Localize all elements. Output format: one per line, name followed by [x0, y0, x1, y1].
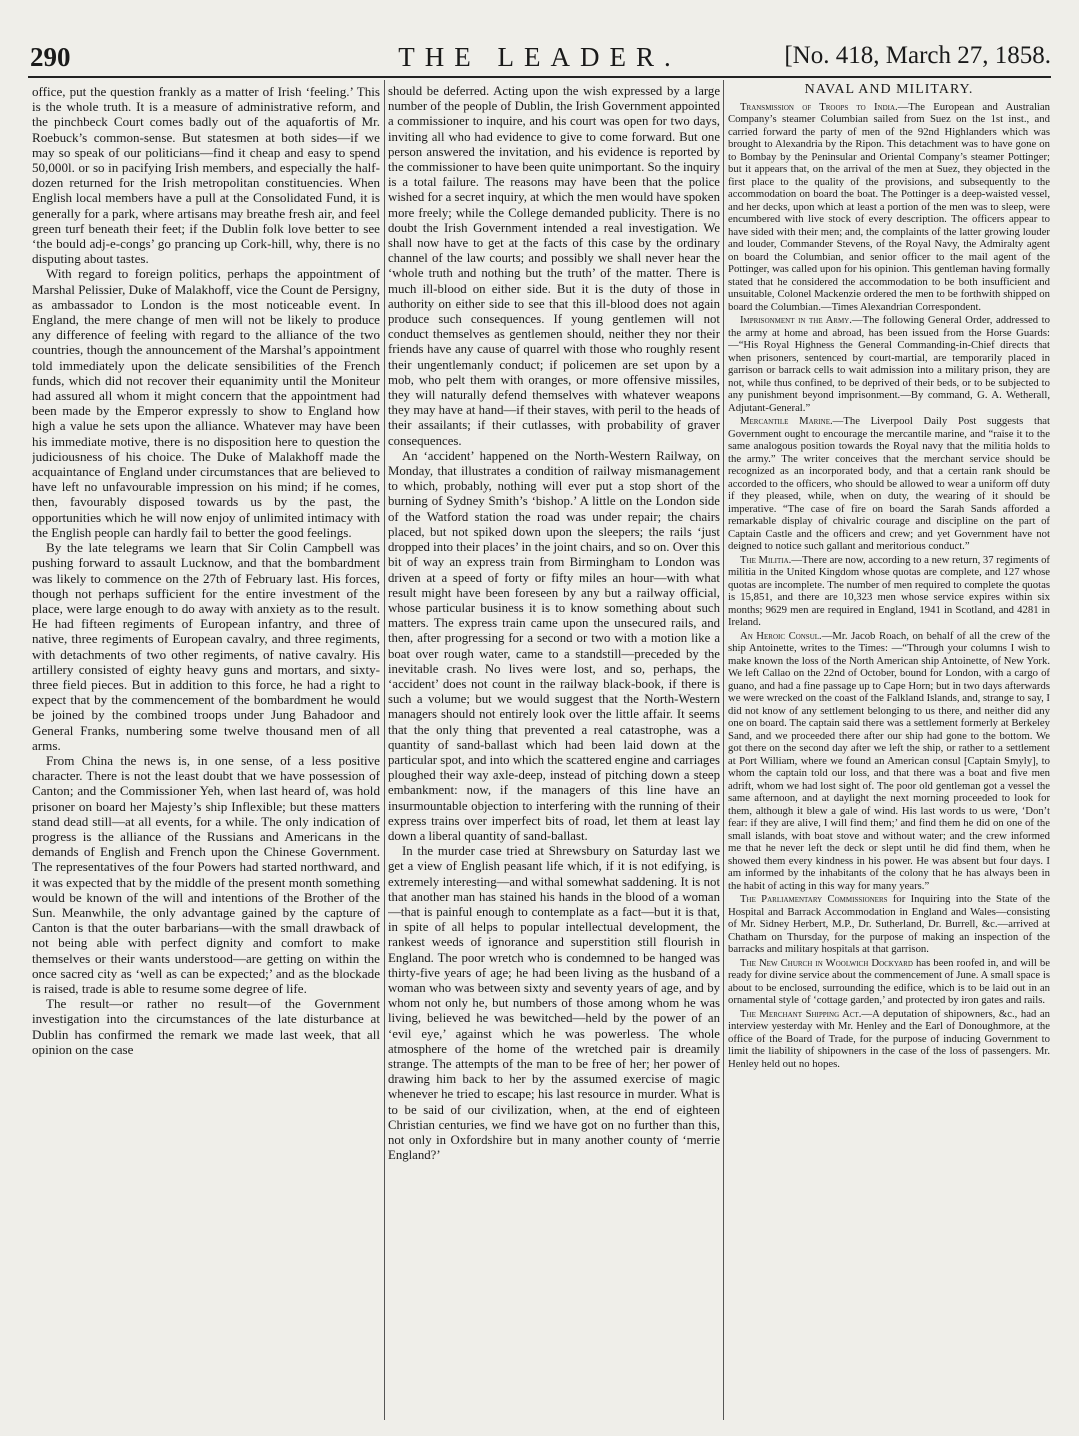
news-item — [728, 957, 1050, 1007]
paragraph: office, put the question frankly as a matter of Irish ‘feeling.’ This is the whole truth. It is a measure of administrative reform, and the pinchbeck Court comes badly out of the aquafortis of Mr. Roebuck’s common-sense. But statesmen at both sides—if we may so speak of our politicians—find it cheap and easy to spend 50,000l. or so in pacifying Irish members, and especially the half-dozen returned for the Irish metropolitan constituencies. When English local members have a pull at the Consolidated Fund, it is generally for a park, where artisans may breathe fresh air, and feel green turf beneath their feet; if the Dublin folk love better to see ‘the bould adj-e-congs’ go prancing up Cork-hill, why, there is no disputing about tastes. — [32, 84, 380, 267]
item-body: for Inquiring into the State of the Hospital and Barrack Accommodation in England and Wales—consisting of Mr. Sidney Herbert, M.P., Dr. Sutherland, Dr. Burrell, &c.—arrived at Chatham on Thursday, for the purpose of making an inspection of the barracks and military hospitals at that garrison. — [728, 893, 1050, 955]
page-header — [28, 42, 1051, 78]
paragraph: From China the news is, in one sense, of a less positive character. There is not the least doubt that we have possession of Canton; and the Commissioner Yeh, when last heard of, was hold prisoner on board her Majesty’s ship Inflexible; but these matters stand dead still—at all events, for a while. The only indication of progress is the alliance of the Russians and Americans in the demands of English and French upon the Chinese Government. The representatives of the four Powers had started northward, and it was expected that by the middle of the present month something would be known of the will and intentions of the Brother of the Sun. Meanwhile, the only advantage gained by the capture of Canton is that the outer barbarians—with the small drawback of not being able with perfect dignity and comfort to make themselves or their wants understood—are getting on within the once sacred city as ‘well as can be expected;’ and as the blockade is raised, trade is able to resume some degree of life. — [32, 752, 380, 996]
news-item — [728, 314, 1050, 414]
item-heading: An Heroic Consul. — [740, 629, 822, 642]
column-1 — [32, 84, 380, 1424]
paragraph: should be deferred. Acting upon the wish expressed by a large number of the people of Dublin, the Irish Government appointed a commissioner to inquire, and his court was open for two days, inviting all who had evidence to give to come forward. But one person answered the invitation, and his evidence is reported by the commissioner to have been quite unimportant. So the inquiry is a total failure. The reasons may have been that the police wished for a secret inquiry, at which the men would have spoken more freely; while the College demanded publicity. There is no doubt the Irish Government intended a real investigation. We shall now have to get at the facts of this case by the ordinary channel of the law courts; and possibly we shall never hear the ‘whole truth and nothing but the truth’ of the matter. There is much ill-blood on either side. But it is the duty of those in authority on either side to see that this ill-blood does not again produce such consequences. If young gentlemen will not conduct themselves as gentlemen should, neither they nor their friends have any cause of quarrel with those who roughly resent their ungentlemanly conduct; if policemen are set upon by a mob, who pelt them with oranges, or more offensive missiles, they will naturally defend themselves with whatever weapons they may have at hand—if their staves, with peril to the heads of their assailants; if their cutlasses, with probability of graver consequences. — [388, 84, 720, 448]
item-heading: The Militia. — [740, 553, 792, 566]
item-body: —A deputation of shipowners, &c., had an interview yesterday with Mr. Henley and the Earl of Donoughmore, at the office of the Board of Trade, for the purpose of inducing Government to limit the liability of shipowners in the case of the loss of passengers. Mr. Henley held out no hopes. — [728, 1007, 1050, 1070]
item-heading: Mercantile Marine. — [740, 415, 833, 427]
item-heading: The Merchant Shipping Act. — [740, 1007, 862, 1020]
news-item — [728, 554, 1050, 629]
item-body: —There are now, according to a new return, 37 regiments of militia in the United Kingdom whose quotas are complete, and 127 whose quotas are incomplete. The number of men required to complete the quotas is 15,851, and there are 10,323 men whose service expires within six months; 9629 men are required in England, 1941 in Scotland, and 4281 in Ireland. — [728, 553, 1050, 628]
item-heading: The Parliamentary Commissioners — [740, 893, 888, 905]
header-rule — [28, 76, 1051, 78]
item-body: —The following General Order, addressed to the army at home and abroad, has been issued from the Horse Guards:—“His Royal Highness the General Commanding-in-Chief directs that when prisoners, sentenced by court-martial, are temporarily placed in garrison or barrack cells to wait admission into a military prison, they are not, while thus confined, to be deprived of their beds, or to be subjected to any punishment beyond imprisonment.—By command, G. A. Wetherall, Adjutant-General.” — [728, 314, 1050, 414]
item-body: —The Liverpool Daily Post suggests that Government ought to encourage the mercantile marine, and “raise it to the same analogous position towards the Royal navy that the militia holds to the army.” The writer conceives that the merchant service should be recognized as an incorporated body, and that a certain rank should be accorded to the officers, who should be allowed to wear a uniform off duty if they pleased, while, when on duty, the wearing of it should be imperative. “The case of fire on board the Sarah Sands afforded a remarkable display of chivalric courage and discipline on the part of Captain Castle and the officers and crew; and yet Government have not deigned to notice such gallant and meritorious conduct.” — [728, 415, 1050, 552]
paragraph: In the murder case tried at Shrewsbury on Saturday last we get a view of English peasant life which, if it is not edifying, is extremely interesting—and withal somewhat saddening. It is not that another man has stained his hands in the blood of a woman—that is painful enough to contemplate as a fact—but it is that, in spite of all helps to popular intellectual development, the rankest weeds of ignorance and superstition still flourish in England. The poor wretch who is condemned to be hanged was thirty-five years of age; he had been living as the husband of a woman who was between sixty and seventy years of age, and by whom not only he, but numbers of those among whom he was living, believed he was bewitched—held by the power of an ‘evil eye,’ against which he was powerless. The whole atmosphere of the home of the wretched pair is dreamily strange. The attempts of the man to be free of her; her power of drawing him back to her by the assumed exercise of magic whenever he tried to escape; his last resource in murder. What is to be said of our civilization, when, at the end of eighteen Christian centuries, we find we have got on no further than this, not only in Oxfordshire but in many another county of ‘merrie England?’ — [388, 844, 720, 1163]
section-title: NAVAL AND MILITARY. — [804, 84, 974, 97]
paragraph: The result—or rather no result—of the Government investigation into the circumstances of the late disturbance at Dublin has confirmed the remark we made last week, that all opinion on the case — [32, 996, 380, 1057]
news-item — [728, 415, 1050, 553]
page-number: 290 — [30, 42, 71, 72]
item-heading: The New Church in Woolwich Dockyard — [740, 956, 913, 969]
column-divider — [723, 80, 724, 1420]
news-item — [728, 893, 1050, 956]
news-item — [728, 101, 1050, 314]
item-body: has been roofed in, and will be ready for divine service about the commencement of June. A small space is about to be enclosed, surrounding the edifice, which is to be laid out in an ornamental style of ‘cottage garden,’ and protected by iron gates and rails. — [728, 956, 1050, 1006]
paragraph: By the late telegrams we learn that Sir Colin Campbell was pushing forward to assault Lucknow, and that the bombardment was likely to commence on the 27th of February last. His forces, though not perhaps sufficient for the entire investment of the place, were large enough to do away with anxiety as to the result. He had fifteen regiments of European infantry, and three of native, three regiments of European cavalry, and three regiments, with detachments of two other regiments, of native cavalry. His artillery consisted of eighty heavy guns and mortars, and sixty-three field pieces. But in addition to this force, he had a right to expect that by the commencement of the bombardment he would be joined by the combined troops under Jung Bahadoor and General Franks, numbering some twelve thousand men of all arms. — [32, 540, 380, 753]
news-item — [728, 1008, 1050, 1071]
item-body: —The European and Australian Company’s steamer Columbian sailed from Suez on the 1st inst., and carried forward the party of men of the 92nd Highlanders which was brought to Alexandria by the Ripon. This detachment was to have gone on to Bombay by the Peninsular and Oriental Company’s steamer Pottinger; but it appears that, on the arrival of the men at Suez, they objected in the first place to the quality of the provisions, and subsequently to the accommodation on board the boat. The Pottinger is a deep-waisted vessel, and her decks, upon which at least a portion of the men was to sleep, were encumbered with live stock of every description. The officers appear to have sided with their men; and, the complaints of the latter growing louder and louder, Commander Stevens, of the Royal Navy, the Admiralty agent on board the Columbian, and senior officer to the mail agent of the Pottinger, was called upon for his opinion. This gentleman having formally stated that he considered the accommodation to be both insufficient and unsuitable, Colonel Mackenzie ordered the men to be forthwith shipped on board the Columbian.—Times Alexandrian Correspondent. — [728, 100, 1050, 313]
issue-info: [No. 418, March 27, 1858. — [784, 42, 1051, 69]
column-3 — [728, 84, 1050, 1424]
item-heading: Imprisonment in the Army. — [740, 314, 852, 326]
news-item — [728, 630, 1050, 893]
paragraph: With regard to foreign politics, perhaps the appointment of Marshal Pelissier, Duke of Malakhoff, vice the Count de Persigny, as ambassador to London is the most noticeable event. In England, the mere change of men will not be likely to produce any difference of feeling with regard to the alliance of the two countries, though the announcement of the Marshal’s appointment told immediately upon the delicate sensibilities of the French funds, which did not recover their equanimity until the Moniteur had assured all whom it might concern that the appointment had been made by the Emperor expressly to show to England how high a value he sets upon the alliance. Whatever may have been his immediate motive, there is no disposition here to question the judiciousness of his choice. The Duke of Malakhoff made the acquaintance of England under circumstances that are believed to have left no unfavourable impression on his mind; if he comes, then, favourably disposed towards us by the past, the opportunities which he will now enjoy of unlimited intimacy with the English people can hardly fail to better the good feelings. — [32, 266, 380, 540]
item-heading: Transmission of Troops to India. — [740, 100, 898, 113]
column-2 — [388, 84, 720, 1424]
masthead-title: THE LEADER. — [398, 42, 681, 72]
paragraph: An ‘accident’ happened on the North-Western Railway, on Monday, that illustrates a condition of railway mismanagement to which, probably, nothing will ever put a stop short of the burning of Sydney Smith’s ‘bishop.’ A little on the London side of the Watford station the road was under repair; the chairs placed, but not spiked down upon the sleepers; the rails ‘just dropped into their places’ in the joint chairs, and so on. Over this bit of way an express train from Birmingham to London was driven at a speed of forty or fifty miles an hour—with what result might have been foreseen by any but a railway official, whose particular business it is to know something about such matters. The express train came upon the unsecured rails, and then, after progressing for a second or two with a motion like a boat over rough water, came to a standstill—preceded by the inevitable crash. No lives were lost, and so, perhaps, the ‘accident’ does not count in the railway black-book, if there is such a volume; but we would suggest that the North-Western managers should not entirely look over the little affair. It seems that the only thing that prevented a real catastrophe, was a quantity of sand-ballast which had been laid down at the particular spot, and into which the scattered engine and carriages ploughed their way axle-deep, instead of pitching down a steep embankment: now, if the managers of this line have an insurmountable objection to interfering with the running of their express trains over imperfect bits of road, let them at least lay down a liberal quantity of sand-ballast. — [388, 448, 720, 843]
item-body: —Mr. Jacob Roach, on behalf of all the crew of the ship Antoinette, writes to the Times: —“Through your columns I wish to make known the loss of the North American ship Antoinette, of New York. We left Callao on the 22nd of October, bound for London, with a cargo of guano, and had a fine passage up to Cape Horn; but in two days afterwards we were wrecked on the coast of the Falkland Islands, and, strange to say, I did not know of any settlement belonging to us there, and neither did any one on board. The captain said there was a settlement formerly at Berkeley Sand, and we proceeded there after our ship had gone to the bottom. We got there on the second day after we left the ship, or rather to a settlement at Port William, where we found an American consul [Captain Smyly], to whom the captain told our loss, and that there was a boat and five men adrift, whom we had lost sight of. The poor old gentleman got a vessel the same afternoon, and at daylight the next morning proceeded to look for them, although it blew a gale of wind. His last words to us were, ‘Don’t fear: if they are alive, I will find them;’ and find them he did on one of the small islands, with boat stove and without water; and the crew informed me that he never left the deck or slept until he did find them, when he showed them every kindness in his power. He was absent but four days. I am informed by the inhabitants of the colony that he has always been in the habit of acting in this way for many years.” — [728, 629, 1050, 892]
column-divider — [384, 80, 385, 1420]
